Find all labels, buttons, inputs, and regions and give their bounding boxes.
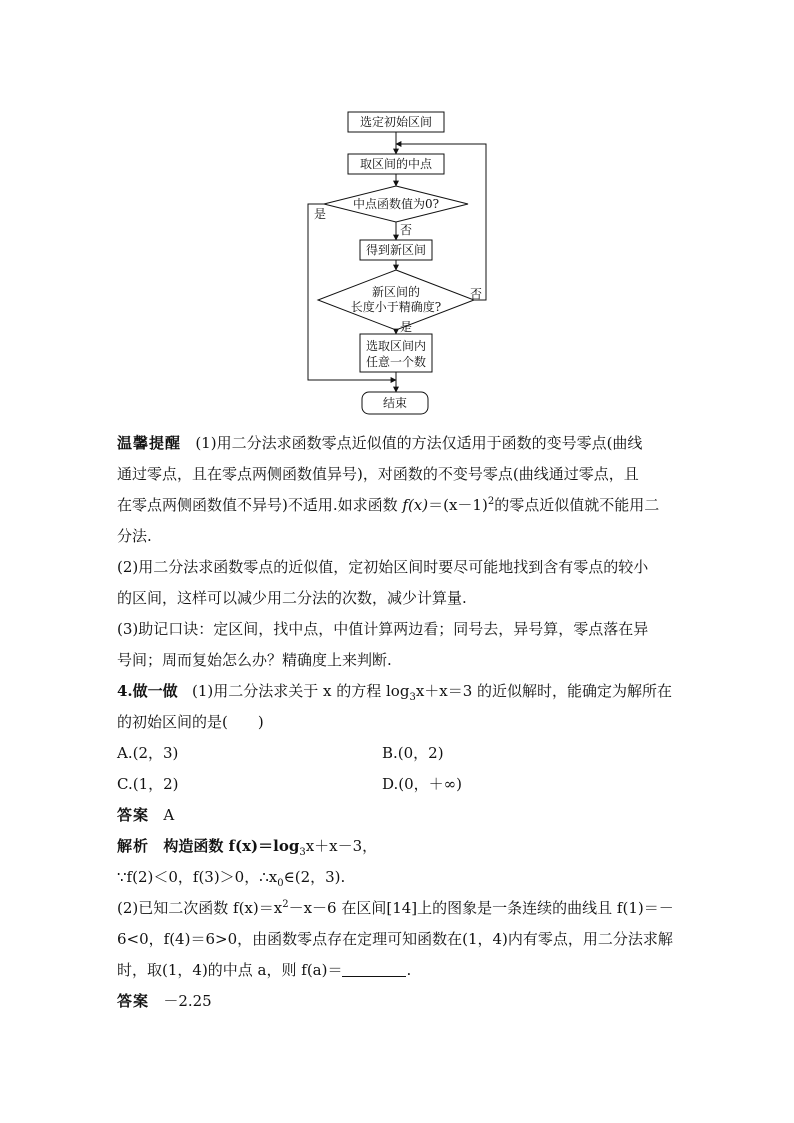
tip-text: (2)用二分法求函数零点的近似值，定初始区间时要尽可能地找到含有零点的较小 [117, 558, 649, 576]
analysis [117, 831, 677, 893]
decision-length-label-2: 长度小于精确度? [350, 300, 442, 314]
question-4-part-2 [117, 893, 677, 986]
question-text: . [406, 961, 412, 979]
math-sup: 2 [282, 899, 289, 910]
question-4 [117, 676, 677, 738]
end-label: 结束 [382, 396, 408, 410]
no-label-2: 否 [470, 287, 483, 301]
analysis-text: x＋x－3， [305, 837, 378, 855]
analysis-label: 解析 [117, 837, 150, 855]
bisection-flowchart [300, 108, 500, 418]
start-label: 选定初始区间 [359, 115, 433, 129]
pick-label-1: 选取区间内 [365, 339, 427, 353]
question-text: 时，取(1，4)的中点 a，则 f(a)＝ [117, 961, 343, 979]
tip-text: 的零点近似值就不能用二 [494, 496, 660, 514]
tip-label: 温馨提醒 [117, 434, 182, 452]
tip-text: 在零点两侧函数值不异号)不适用.如求函数 [117, 496, 398, 514]
answer-1 [117, 800, 677, 831]
math-sub: 3 [409, 692, 416, 703]
tip-text: (3)助记口诀：定区间，找中点，中值计算两边看；同号去，异号算，零点落在异 [117, 620, 649, 638]
question-text: (2)已知二次函数 f(x)＝x [117, 899, 283, 917]
tip-text: (1)用二分法求函数零点近似值的方法仅适用于函数的变号零点(曲线 [195, 434, 643, 452]
yes-label-1: 是 [314, 207, 327, 221]
options-row-1 [117, 738, 677, 769]
tip-paragraph-2 [117, 552, 677, 614]
answer-2 [117, 986, 677, 1017]
option-c: C.(1，2) [117, 775, 179, 793]
math-sub: 3 [299, 847, 306, 858]
analysis-text: ∈(2，3). [283, 868, 346, 886]
new-interval-label: 得到新区间 [365, 243, 427, 257]
decision-zero-label: 中点函数值为0? [352, 197, 440, 211]
option-a: A.(2，3) [117, 744, 179, 762]
answer-value: A [163, 806, 175, 824]
document-body [117, 428, 677, 1017]
tip-paragraph-3 [117, 614, 677, 676]
options-row-2 [117, 769, 677, 800]
answer-value: －2.25 [163, 992, 212, 1010]
decision-length-label-1: 新区间的 [371, 285, 421, 299]
math-fx: f(x) [402, 496, 429, 514]
question-label: 4.做一做 [117, 682, 178, 700]
question-text: －x－6 在区间[14]上的图象是一条连续的曲线且 f(1)＝－ [288, 899, 674, 917]
answer-label: 答案 [117, 992, 150, 1010]
analysis-text: ∵f(2)＜0，f(3)＞0，∴x [117, 868, 278, 886]
yes-label-2: 是 [400, 320, 413, 334]
question-text: 6<0，f(4)＝6>0，由函数零点存在定理可知函数在(1，4)内有零点，用二分法求解 [117, 930, 673, 948]
math-sup: 2 [487, 496, 495, 507]
tip-paragraph-1 [117, 428, 677, 552]
question-text: 的初始区间的是( ) [117, 713, 264, 731]
math-expr: ＝(x－1) [428, 496, 488, 514]
question-text: x＋x＝3 的近似解时，能确定为解所在 [415, 682, 673, 700]
question-text: (1)用二分法求关于 x 的方程 log [191, 682, 410, 700]
midpoint-label: 取区间的中点 [359, 157, 433, 171]
pick-label-2: 任意一个数 [365, 355, 427, 369]
math-sub: 0 [277, 878, 284, 889]
tip-text: 号间；周而复始怎么办？精确度上来判断. [117, 651, 392, 669]
tip-text: 分法. [117, 527, 152, 545]
option-d: D.(0，＋∞) [382, 775, 463, 793]
no-label-1: 否 [400, 223, 413, 237]
tip-text: 的区间，这样可以减少用二分法的次数，减少计算量. [117, 589, 467, 607]
answer-label: 答案 [117, 806, 150, 824]
analysis-text: 构造函数 f(x)＝log [163, 837, 300, 855]
option-b: B.(0，2) [382, 744, 444, 762]
answer-blank[interactable] [342, 958, 406, 977]
tip-text: 通过零点，且在零点两侧函数值异号)，对函数的不变号零点(曲线通过零点，且 [117, 465, 639, 483]
